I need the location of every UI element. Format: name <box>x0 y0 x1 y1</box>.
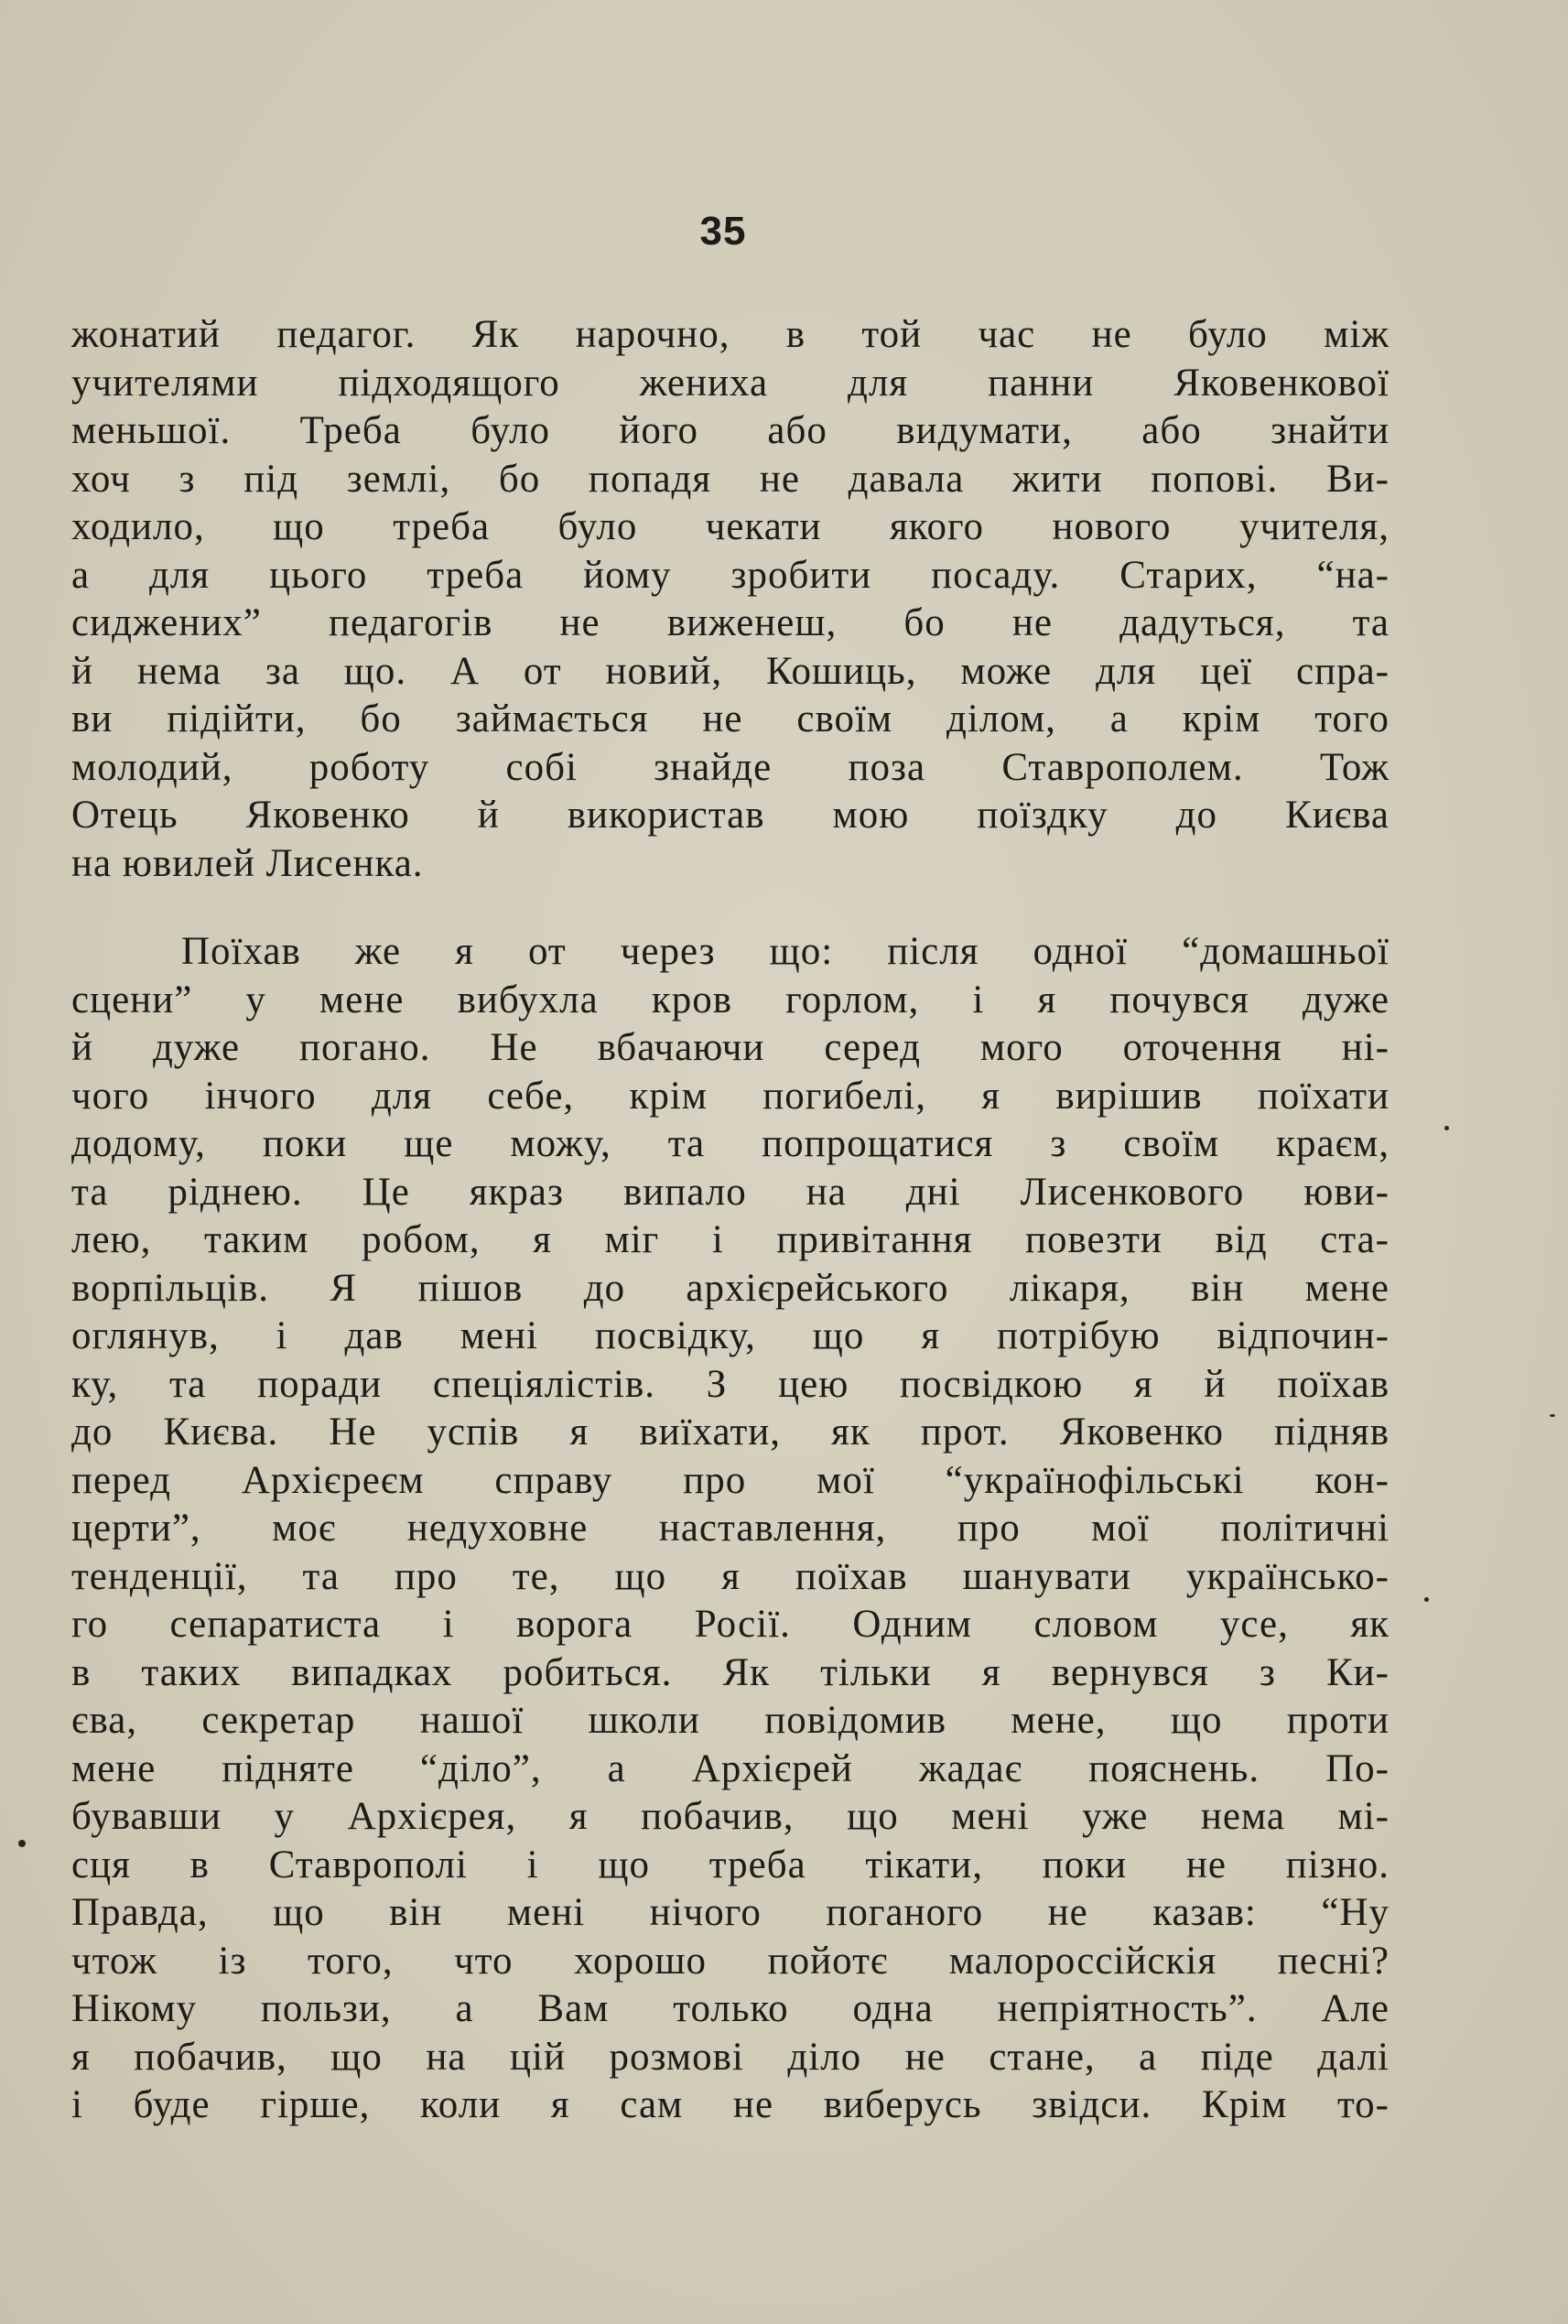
text-line: додому, поки ще можу, та попрощатися з своїм краєм, <box>71 1122 1390 1165</box>
text-line: Нікому пользи, а Вам только одна непріятность”. Але <box>71 1987 1390 2030</box>
text-line: оглянув, і дав мені посвідку, що я потрібую відпочин- <box>71 1314 1390 1357</box>
text-line: ворпільців. Я пішов до архієрейського лікаря, він мене <box>71 1266 1390 1310</box>
text-line: жонатий педагог. Як нарочно, в той час не було між <box>71 313 1390 356</box>
text-line: молодий, роботу собі знайде поза Ставрополем. Тож <box>71 745 1390 789</box>
text-line: сцени” у мене вибухла кров горлом, і я почувся дуже <box>71 978 1390 1021</box>
text-line: перед Архієреєм справу про мої “українофільські кон- <box>71 1458 1390 1502</box>
ink-speck <box>18 1840 26 1847</box>
ink-speck <box>1444 1126 1449 1130</box>
text-line: учителями підходящого жениха для панни Яковенкової <box>71 361 1390 405</box>
text-line: ку, та поради спеціялістів. З цею посвідкою я й поїхав <box>71 1362 1390 1406</box>
text-line: Поїхав же я от через що: після одної “домашньої <box>181 930 1390 973</box>
text-line: чого інчого для себе, крім погибелі, я вирішив поїхати <box>71 1074 1390 1118</box>
text-line: ви підійти, бо займається не своїм ділом, а крім того <box>71 697 1390 740</box>
ink-speck <box>1424 1597 1429 1602</box>
text-line: та ріднею. Це якраз випало на дні Лисенкового юви- <box>71 1170 1390 1214</box>
text-line: бувавши у Архієрея, я побачив, що мені уже нема мі- <box>71 1795 1390 1838</box>
text-line: і буде гірше, коли я сам не виберусь звідси. Крім то- <box>71 2083 1390 2126</box>
text-line: а для цього треба йому зробити посаду. Старих, “на- <box>71 553 1390 597</box>
text-line: сця в Ставрополі і що треба тікати, поки не пізно. <box>71 1843 1390 1886</box>
text-line: чтож із того, что хорошо пойотє малороссійскія песні? <box>71 1939 1390 1983</box>
text-line: ходило, що треба було чекати якого нового учителя, <box>71 505 1390 548</box>
text-line: Правда, що він мені нічого поганого не казав: “Ну <box>71 1891 1390 1934</box>
text-line: Отець Яковенко й використав мою поїздку до Києва <box>71 794 1390 837</box>
text-line: хоч з під землі, бо попадя не давала жити попові. Ви- <box>71 457 1390 501</box>
text-line: й нема за що. А от новий, Кошиць, може для цеї спра- <box>71 649 1390 693</box>
paragraph-1 <box>71 311 1390 888</box>
text-line: церти”, моє недуховне наставлення, про мої політичні <box>71 1507 1390 1550</box>
text-line: й дуже погано. Не вбачаючи серед мого оточення ні- <box>71 1026 1390 1069</box>
text-line: в таких випадках робиться. Як тільки я вернувся з Ки- <box>71 1650 1390 1694</box>
text-line: єва, секретар нашої школи повідомив мене, що проти <box>71 1699 1390 1742</box>
page-number: 35 <box>699 209 747 254</box>
paragraph-spacer <box>71 888 1390 928</box>
text-line: тенденції, та про те, що я поїхав шанувати українсько- <box>71 1554 1390 1598</box>
text-line: сиджених” педагогів не виженеш, бо не дадуться, та <box>71 601 1390 644</box>
text-line: на ювилей Лисенка. <box>71 841 424 885</box>
text-line: лею, таким робом, я міг і привітання повезти від ста- <box>71 1218 1390 1261</box>
body-text <box>71 311 1390 2130</box>
text-line: меньшої. Треба було його або видумати, або знайти <box>71 409 1390 452</box>
text-line: го сепаратиста і ворога Росії. Одним словом усе, як <box>71 1603 1390 1646</box>
ink-speck <box>1550 1414 1555 1417</box>
paragraph-2 <box>71 928 1390 2130</box>
text-line: мене підняте “діло”, а Архієрей жадає пояснень. По- <box>71 1746 1390 1790</box>
text-line: я побачив, що на цій розмові діло не стане, а піде далі <box>71 2035 1390 2079</box>
text-line: до Києва. Не успів я виїхати, як прот. Яковенко підняв <box>71 1411 1390 1454</box>
